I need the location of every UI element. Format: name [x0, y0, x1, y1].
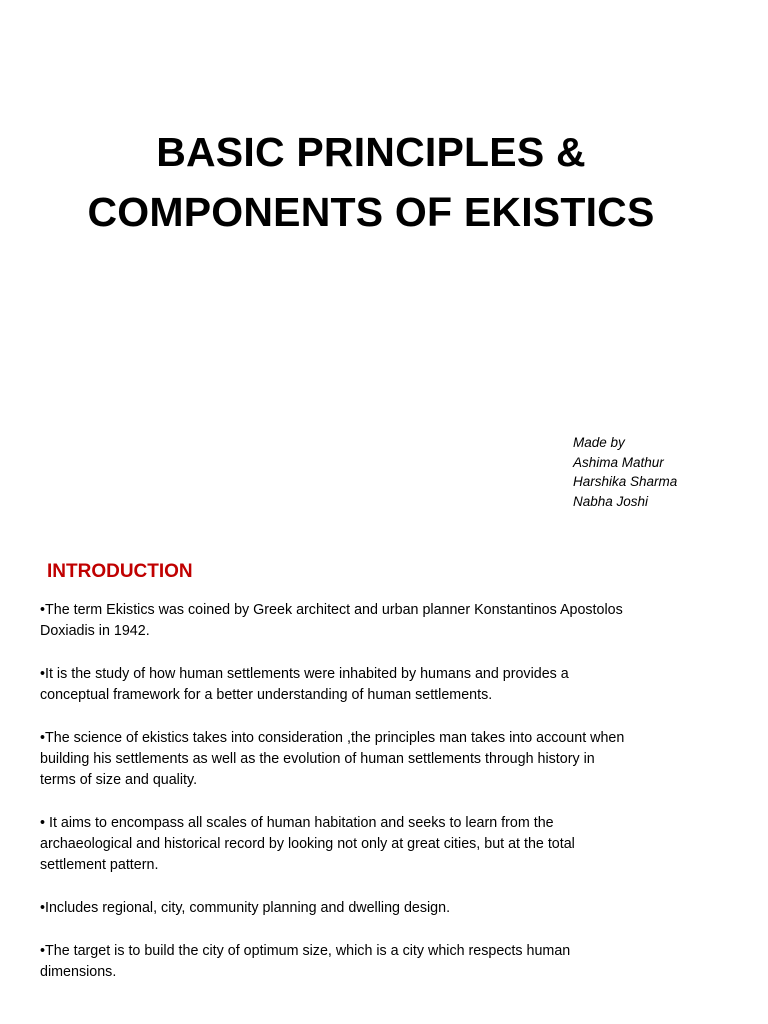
introduction-body — [40, 600, 720, 1005]
author-name: Harshika Sharma — [573, 474, 678, 489]
paragraph-line: •The target is to build the city of optimum size, which is a city which respects human — [40, 943, 571, 959]
title-line-1: BASIC PRINCIPLES & — [156, 129, 586, 175]
section-heading-introduction: INTRODUCTION — [47, 561, 193, 582]
paragraph — [40, 600, 720, 642]
paragraph — [40, 813, 720, 876]
paragraph-line: •It is the study of how human settlements were inhabited by humans and provides a — [40, 666, 569, 682]
paragraph — [40, 941, 720, 983]
author-name: Nabha Joshi — [573, 493, 649, 509]
paragraph — [40, 898, 720, 919]
page-title — [20, 122, 722, 242]
title-line-2: COMPONENTS OF EKISTICS — [87, 189, 655, 235]
paragraph-line: • It aims to encompass all scales of human habitation and seeks to learn from the — [40, 815, 554, 831]
paragraph-line: •The term Ekistics was coined by Greek architect and urban planner Konstantinos Apostolos — [40, 602, 623, 618]
paragraph — [40, 728, 720, 791]
paragraph-line: Doxiadis in 1942. — [40, 623, 150, 639]
paragraph-line: dimensions. — [40, 964, 117, 980]
credits-block — [573, 433, 677, 511]
paragraph-line: conceptual framework for a better understanding of human settlements. — [40, 687, 493, 703]
paragraph-line: terms of size and quality. — [40, 772, 198, 788]
credits-label: Made by — [573, 435, 625, 450]
paragraph — [40, 664, 720, 706]
paragraph-line: archaeological and historical record by looking not only at great cities, but at the total — [40, 836, 575, 852]
paragraph-line: building his settlements as well as the evolution of human settlements through history in — [40, 751, 595, 767]
paragraph-line: •Includes regional, city, community planning and dwelling design. — [40, 900, 451, 916]
paragraph-line: settlement pattern. — [40, 857, 159, 873]
paragraph-line: •The science of ekistics takes into consideration ,the principles man takes into account when — [40, 730, 625, 746]
author-name: Ashima Mathur — [573, 454, 664, 470]
